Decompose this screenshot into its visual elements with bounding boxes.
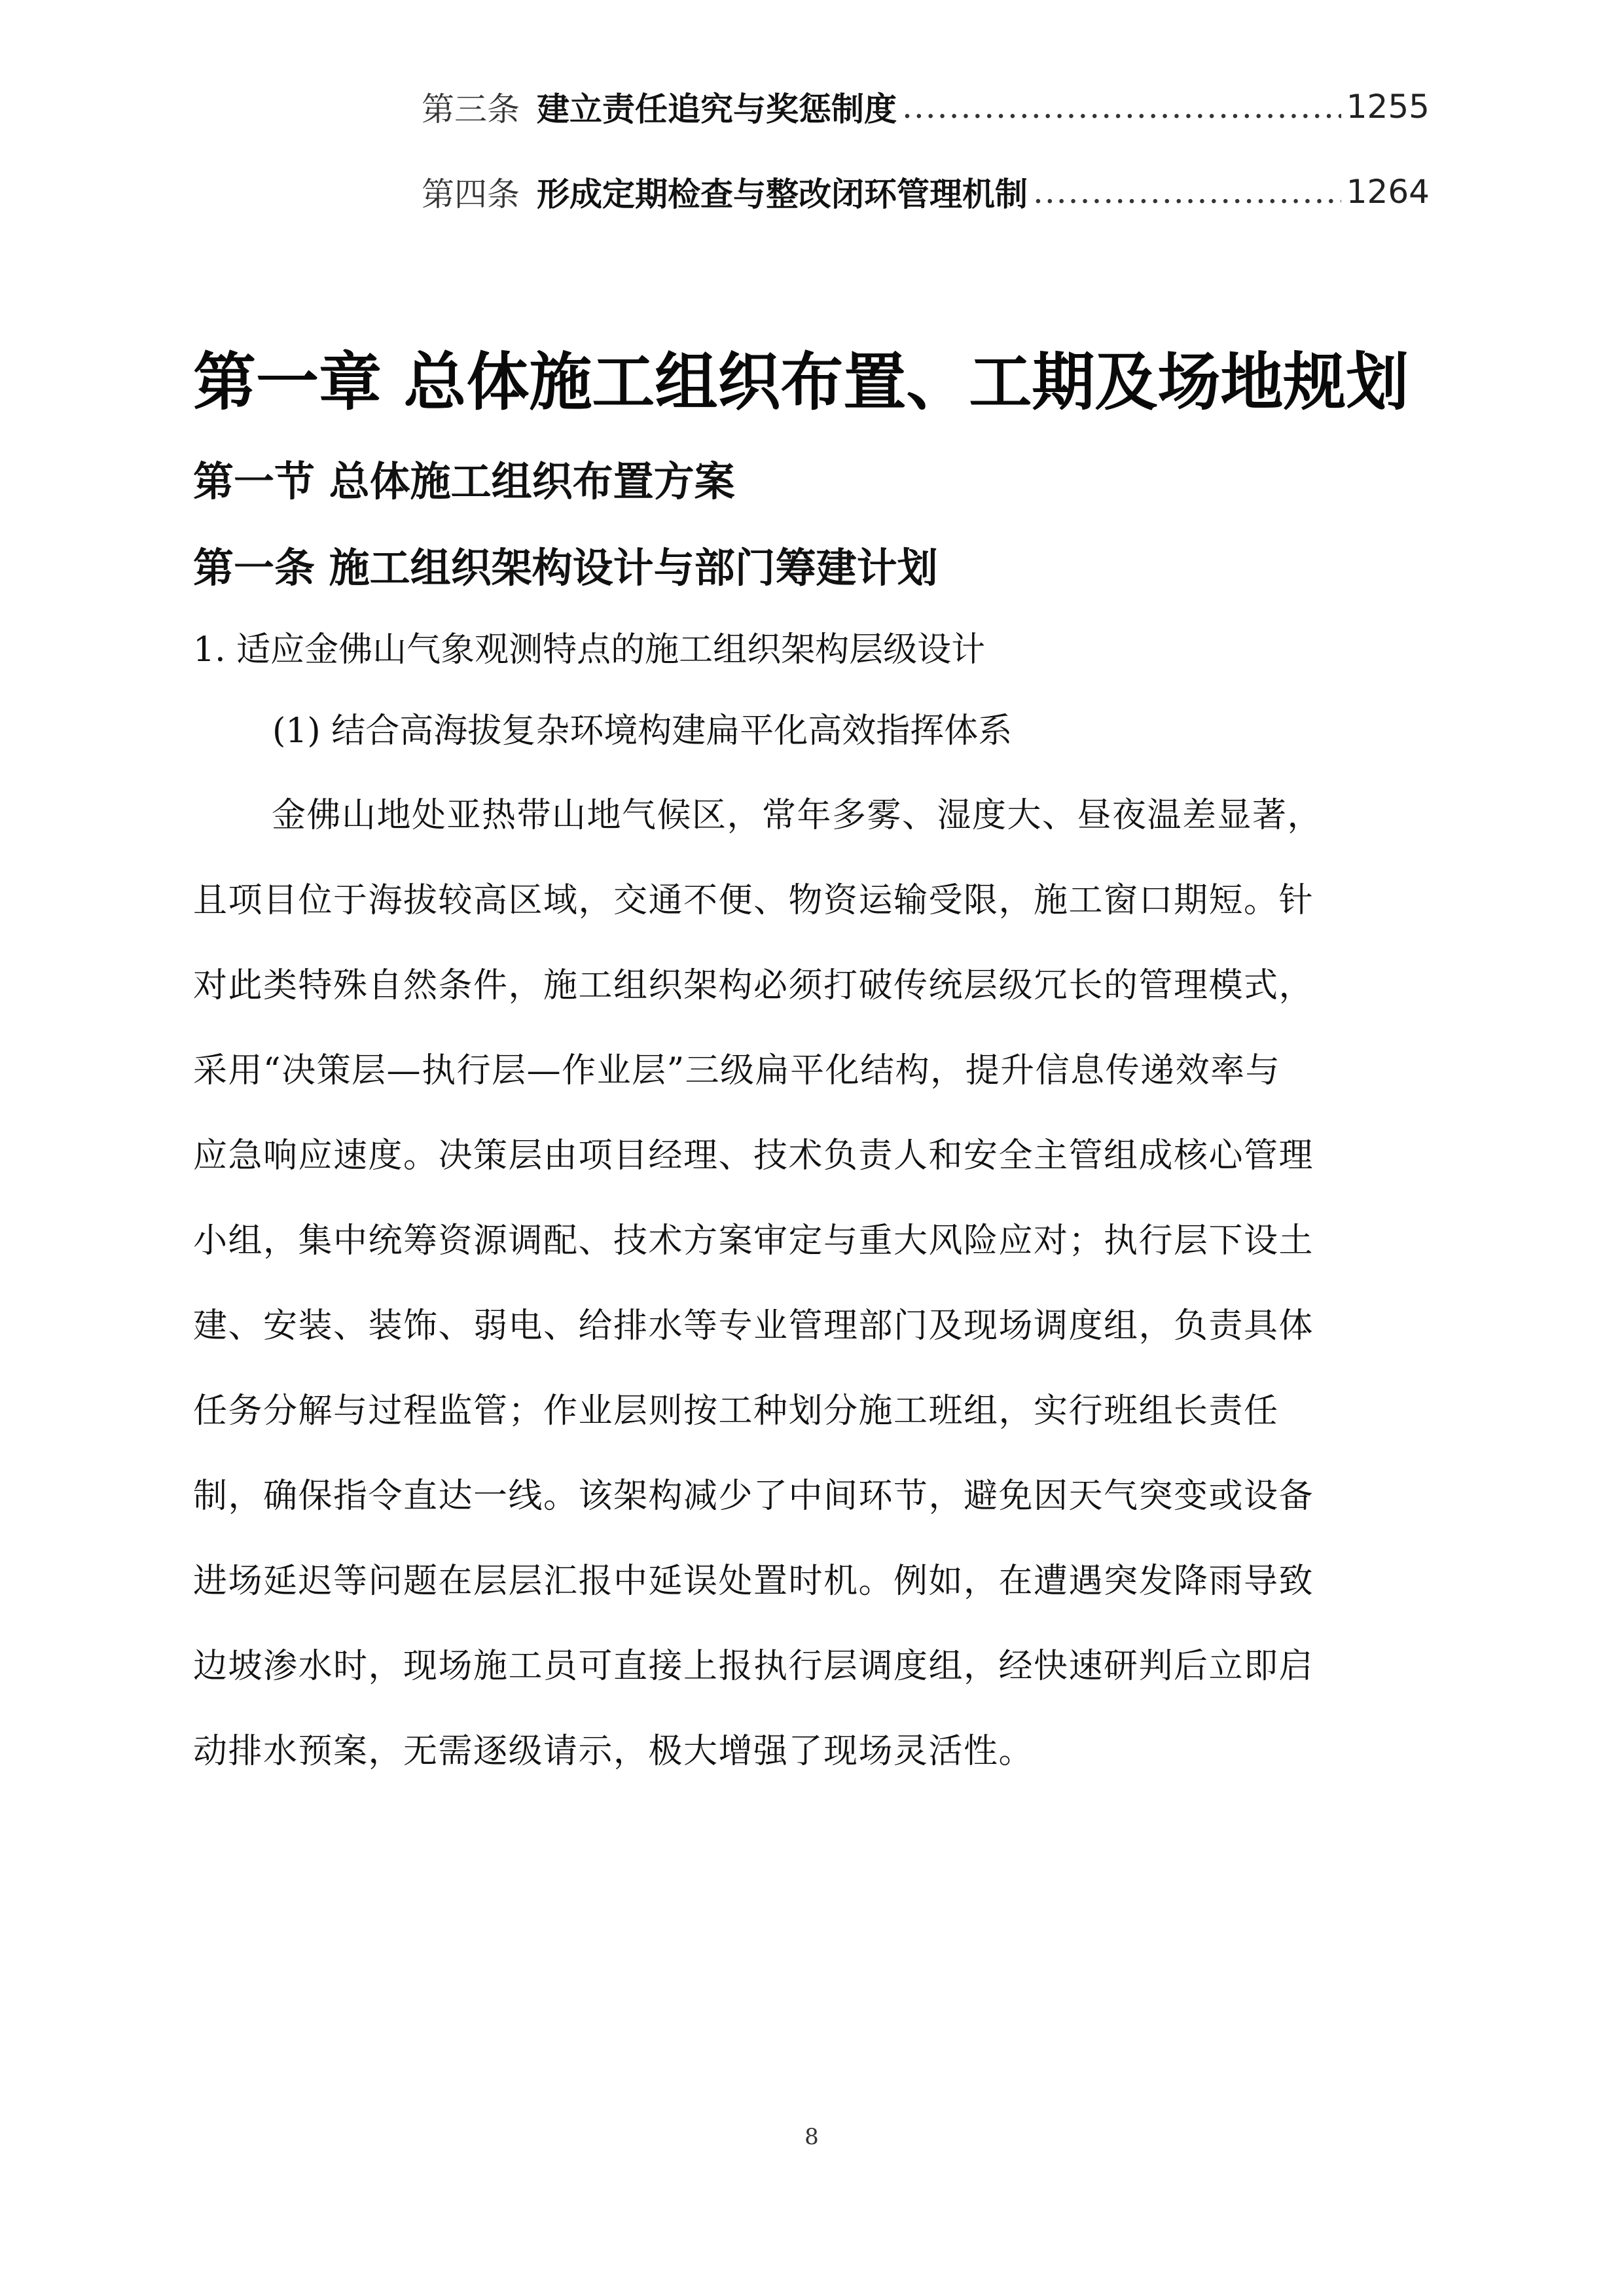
toc-dot-leader [1033,173,1341,211]
body-line: 应急响应速度。决策层由项目经理、技术负责人和安全主管组成核心管理 [193,1136,1314,1175]
article-title: 第一条 施工组织架构设计与部门筹建计划 [193,544,938,592]
body-line: 任务分解与过程监管；作业层则按工种划分施工班组，实行班组长责任 [193,1391,1279,1431]
toc-dot-leader [902,88,1341,126]
body-line: 采用“决策层—执行层—作业层”三级扁平化结构，提升信息传递效率与 [193,1051,1281,1090]
toc-entry[interactable] [422,77,1430,136]
toc-entry-label: 第三条 [422,90,520,128]
chapter-title: 第一章 总体施工组织布置、工期及场地规划 [193,345,1409,419]
page-number: 8 [804,2124,819,2150]
toc-entry[interactable] [422,162,1430,221]
toc-entry-title: 建立责任追究与奖惩制度 [537,90,897,128]
body-line: 动排水预案，无需逐级请示，极大增强了现场灵活性。 [193,1732,1034,1771]
toc-entry-label: 第四条 [422,175,520,213]
toc-entry-page: 1264 [1346,173,1430,211]
section-title: 第一节 总体施工组织布置方案 [193,457,735,505]
body-line: 制，确保指令直达一线。该架构减少了中间环节，避免因天气突变或设备 [193,1477,1314,1516]
body-line: 进场延迟等问题在层层汇报中延误处置时机。例如，在遭遇突发降雨导致 [193,1562,1314,1601]
toc-entry-title: 形成定期检查与整改闭环管理机制 [537,175,1028,213]
body-line: 边坡渗水时，现场施工员可直接上报执行层调度组，经快速研判后立即启 [193,1647,1314,1686]
body-line: 建、安装、装饰、弱电、给排水等专业管理部门及现场调度组，负责具体 [193,1306,1314,1346]
subitem-heading: (1) 结合高海拔复杂环境构建扁平化高效指挥体系 [272,711,1013,751]
toc-entry-page: 1255 [1346,88,1430,126]
body-line: 金佛山地处亚热带山地气候区，常年多雾、湿度大、昼夜温差显著， [272,796,1323,835]
body-line: 对此类特殊自然条件，施工组织架构必须打破传统层级冗长的管理模式， [193,966,1314,1005]
body-line: 且项目位于海拔较高区域，交通不便、物资运输受限，施工窗口期短。针 [193,881,1314,920]
item-heading: 1. 适应金佛山气象观测特点的施工组织架构层级设计 [193,630,986,670]
body-line: 小组，集中统筹资源调配、技术方案审定与重大风险应对；执行层下设土 [193,1221,1314,1261]
body-paragraph [193,783,1430,1804]
